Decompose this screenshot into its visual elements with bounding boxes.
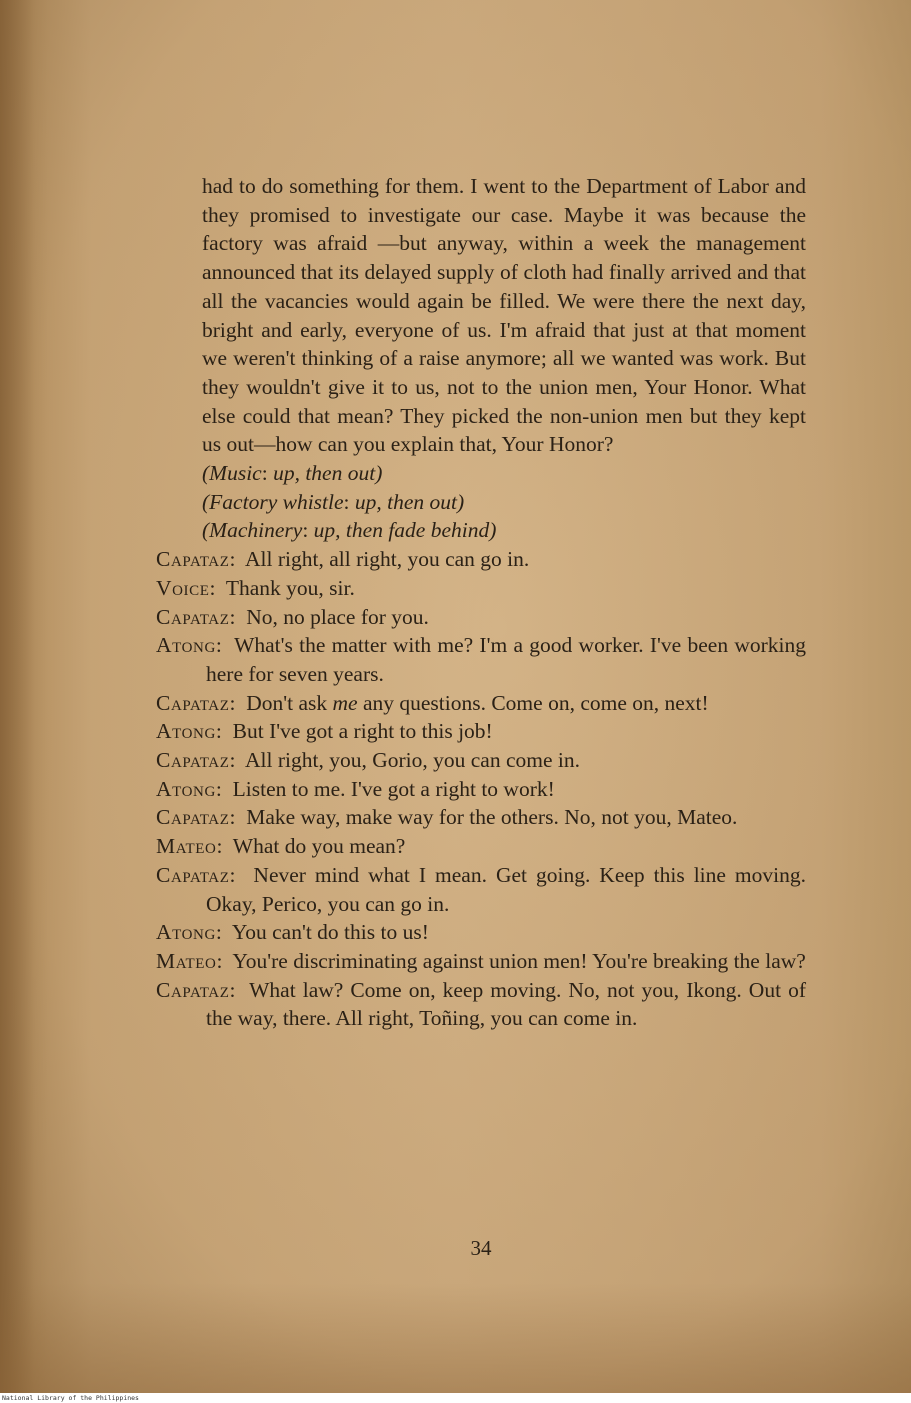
speaker-name: Atong — [156, 920, 216, 945]
dialogue-text: What do you mean? — [232, 834, 406, 859]
direction-label: Factory whistle — [209, 489, 344, 514]
dialogue-text: Make way, make way for the others. No, not you, Mateo. — [246, 805, 738, 830]
direction-label: Machinery — [209, 518, 303, 543]
speaker-name: Capataz — [156, 977, 230, 1002]
direction-text: up, then out — [354, 489, 458, 514]
speaker-name: Voice — [156, 575, 210, 600]
dialogue-text: You're discriminating against union men! You're breaking the law? — [232, 948, 806, 973]
dialogue-text: All right, you, Gorio, you can come in. — [245, 748, 580, 773]
direction-text: up, then fade behind — [313, 518, 490, 543]
dialogue-text: Thank you, sir. — [225, 575, 355, 600]
emphasized-word: me — [332, 690, 358, 715]
page-text — [156, 172, 806, 1033]
dialogue-line: Atong: You can't do this to us! — [156, 920, 429, 945]
library-credit: National Library of the Philippines — [0, 1393, 911, 1403]
dialogue-text: Never mind what I mean. Get going. Keep this line moving. Okay, Perico, you can go in. — [206, 862, 806, 916]
speaker-name: Capataz — [156, 862, 230, 887]
dialogue-text: any questions. Come on, come on, next! — [357, 690, 709, 715]
speaker-name: Mateo — [156, 834, 217, 859]
speaker-name: Capataz — [156, 805, 230, 830]
opening-paragraph: had to do something for them. I went to the Department of Labor and they promised to investigate our case. Maybe it was because the factory was afraid —but anyway, within a week the management announced that its delayed supply of cloth had finally arrived and that all the vacancies would again be filled. We were there the next day, bright and early, everyone of us. I'm afraid that just at that moment we weren't thinking of a raise anymore; all we wanted was work. But they wouldn't give it to us, not to the union men, Your Honor. What else could that mean? They picked the non-union men but they kept us out—how can you explain that, Your Honor? — [202, 174, 806, 457]
stage-direction: (Machinery: up, then fade behind) — [202, 518, 497, 543]
dialogue-text: Don't ask — [246, 690, 333, 715]
dialogue-text: What law? Come on, keep moving. No, not you, Ikong. Out of the way, there. All right, Toñing, you can come in. — [206, 977, 806, 1031]
dialogue-line: Atong: But I've got a right to this job! — [156, 719, 493, 744]
dialogue-line: Capataz: Make way, make way for the others. No, not you, Mateo. — [156, 805, 738, 830]
dialogue-line: Atong: What's the matter with me? I'm a good worker. I've been working here for seven years. — [156, 633, 806, 686]
page-number: 34 — [470, 1236, 492, 1260]
speaker-name: Atong — [156, 776, 216, 801]
direction-text: up, then out — [273, 461, 376, 486]
speaker-name: Capataz — [156, 547, 230, 572]
dialogue-text: But I've got a right to this job! — [232, 719, 493, 744]
dialogue-line: Capataz: Don't ask me any questions. Come on, come on, next! — [156, 690, 709, 715]
dialogue-line: Atong: Listen to me. I've got a right to work! — [156, 776, 555, 801]
dialogue-line: Capataz: No, no place for you. — [156, 604, 429, 629]
dialogue-text: No, no place for you. — [246, 604, 429, 629]
dialogue-line: Capataz: Never mind what I mean. Get going. Keep this line moving. Okay, Perico, you can go in. — [156, 862, 806, 916]
dialogue-text: All right, all right, you can go in. — [245, 547, 530, 572]
speaker-name: Capataz — [156, 604, 230, 629]
speaker-name: Atong — [156, 633, 216, 658]
speaker-name: Mateo — [156, 948, 217, 973]
dialogue-text: What's the matter with me? I'm a good worker. I've been working here for seven years. — [206, 633, 806, 686]
dialogue-line: Capataz: What law? Come on, keep moving. No, not you, Ikong. Out of the way, there. All right, Toñing, you can come in. — [156, 977, 806, 1031]
dialogue-text: You can't do this to us! — [231, 920, 429, 945]
dialogue-line: Mateo: What do you mean? — [156, 834, 406, 859]
direction-label: Music — [209, 461, 262, 486]
dialogue-line: Capataz: All right, you, Gorio, you can come in. — [156, 748, 580, 773]
speaker-name: Capataz — [156, 748, 230, 773]
dialogue-line: Capataz: All right, all right, you can go in. — [156, 547, 530, 572]
speaker-name: Capataz — [156, 690, 230, 715]
speaker-name: Atong — [156, 719, 216, 744]
stage-direction: (Music: up, then out) — [202, 461, 383, 486]
dialogue-text: Listen to me. I've got a right to work! — [232, 776, 555, 801]
dialogue-line: Voice: Thank you, sir. — [156, 575, 355, 600]
stage-direction: (Factory whistle: up, then out) — [202, 489, 465, 514]
dialogue-line: Mateo: You're discriminating against union men! You're breaking the law? — [156, 948, 806, 973]
